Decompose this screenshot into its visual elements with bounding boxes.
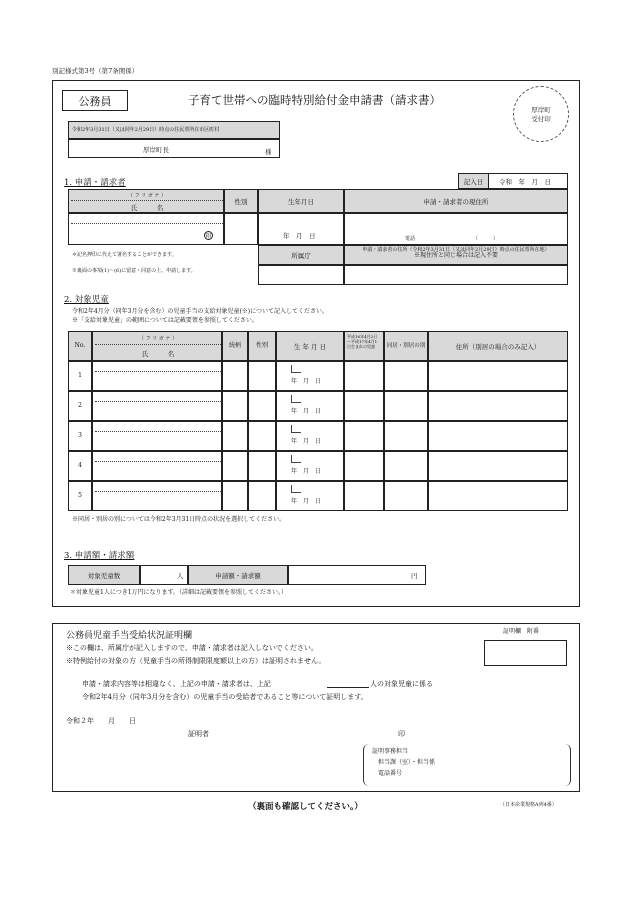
- residence-note-box: [68, 121, 280, 139]
- child-row-number: 2: [68, 391, 92, 421]
- child-cell[interactable]: [384, 361, 428, 391]
- era-bracket: [291, 365, 301, 373]
- applicant-furigana-label: （ フ リ ガ ナ ）: [128, 193, 166, 199]
- residence-header: [344, 245, 568, 265]
- child-cell[interactable]: [222, 421, 248, 451]
- child-cell[interactable]: [222, 391, 248, 421]
- form-title: 子育て世帯への臨時特別給付金申請書（請求書）: [188, 93, 441, 107]
- gender-label: 性別: [224, 189, 258, 213]
- era-bracket: [291, 485, 301, 493]
- same-address-note: ※現住所と同じ場合は記入不要: [413, 252, 498, 259]
- child-cell[interactable]: [276, 421, 344, 451]
- office-label: 証明事務担当: [372, 748, 409, 755]
- stamp-town: 厚岸町: [531, 106, 551, 114]
- seal-note: ＊記名押印に代えて署名することができます。: [72, 252, 177, 258]
- entry-date-label: 記入日: [458, 173, 489, 189]
- cohabitation-footnote: ※同居・別居の別については令和2年3月31日時点の状況を選択してください。: [72, 516, 286, 523]
- applicant-name-label: 氏 名: [130, 204, 164, 212]
- child-cell[interactable]: [428, 361, 568, 391]
- contact-bracket: [363, 744, 571, 786]
- child-cell[interactable]: [248, 421, 276, 451]
- certificate-date: 令和２年 月 日: [66, 717, 136, 725]
- child-cell[interactable]: [428, 391, 568, 421]
- applicant-name-header: [68, 189, 224, 213]
- child-cell[interactable]: [428, 421, 568, 451]
- child-row-number: 5: [68, 481, 92, 511]
- certificate-number-label: 証明欄 附番: [503, 628, 540, 635]
- affiliation-field[interactable]: [258, 265, 344, 285]
- child-cell[interactable]: [276, 391, 344, 421]
- receipt-stamp-area: [513, 86, 569, 142]
- col-furigana: （ フ リ ガ ナ ）: [139, 336, 177, 342]
- col-special-birth: 平成16年4月2日～平成17年4月1日生まれの児童: [344, 331, 384, 361]
- child-row-number: 3: [68, 421, 92, 451]
- child-cell[interactable]: [248, 481, 276, 511]
- child-birthdate-fill: 年 月 日: [291, 498, 322, 505]
- applicant-birthdate-field[interactable]: 年 月 日: [258, 213, 344, 245]
- section3-title: 3. 申請額・請求額: [64, 551, 135, 561]
- certificate-body2: 令和2年4月分（同年3月分を含む）の児童手当の受給者であること等について証明します。: [82, 693, 368, 701]
- child-row-number: 4: [68, 451, 92, 481]
- certifier-seal: 印: [398, 730, 405, 738]
- office-section: 担当課（室）・担当係: [378, 759, 436, 766]
- applicant-address-field[interactable]: [344, 213, 568, 245]
- child-row-number: 1: [68, 361, 92, 391]
- child-birthdate-fill: 年 月 日: [291, 378, 322, 385]
- phone-parens: （ ）: [473, 236, 499, 242]
- section2-intro: 令和2年4月分（同年3月分を含む）の児童手当の支給対象児童(※)について記入してください。: [72, 308, 329, 315]
- child-cell[interactable]: [222, 481, 248, 511]
- child-cell[interactable]: [92, 391, 222, 421]
- child-birthdate-fill: 年 月 日: [291, 468, 322, 475]
- child-cell[interactable]: [428, 451, 568, 481]
- address-label: 申請・請求者の現住所: [344, 189, 568, 213]
- consent-note: ※裏面の事項(1)～(6)に留意・同意の上、申請します。: [72, 268, 196, 274]
- col-birthdate: 生 年 月 日: [276, 331, 344, 361]
- col-name: [92, 331, 222, 361]
- seal-icon: 印: [205, 233, 212, 240]
- certificate-note1: ※この欄は、所属庁が記入しますので、申請・請求者は記入しないでください。: [66, 644, 318, 652]
- child-birthdate-fill: 年 月 日: [291, 438, 322, 445]
- mayor-box: [68, 139, 280, 158]
- section2-title: 2. 対象児童: [64, 295, 109, 305]
- child-cell[interactable]: [92, 421, 222, 451]
- child-cell[interactable]: [344, 421, 384, 451]
- certificate-number-field[interactable]: [484, 640, 567, 666]
- child-cell[interactable]: [276, 361, 344, 391]
- badge-public-servant: 公務員: [62, 90, 128, 111]
- certifier-label: 証明者: [188, 730, 209, 738]
- child-cell[interactable]: [248, 361, 276, 391]
- back-side-note: （裏面も確認してください。）: [248, 802, 363, 812]
- child-cell[interactable]: [248, 451, 276, 481]
- residence-header-note: 申請・請求者の住所（令和2年3月31日（又は同年2月29日）時点の住民票所在地）: [362, 247, 550, 253]
- child-cell[interactable]: [276, 451, 344, 481]
- child-cell[interactable]: [92, 361, 222, 391]
- applicant-gender-field[interactable]: [224, 213, 258, 245]
- entry-date-field[interactable]: 令和 年 月 日: [488, 173, 568, 189]
- certificate-child-count-blank[interactable]: [327, 687, 369, 688]
- affiliation-label: 所属庁: [258, 245, 344, 265]
- child-cell[interactable]: [344, 481, 384, 511]
- era-bracket: [291, 455, 301, 463]
- child-cell[interactable]: [344, 361, 384, 391]
- certificate-body1a: 申請・請求内容等は相違なく、上記の申請・請求者は、上記: [82, 680, 271, 688]
- residence-field[interactable]: [344, 265, 568, 285]
- col-no: No.: [68, 331, 92, 361]
- child-cell[interactable]: [92, 481, 222, 511]
- honorific: 様: [265, 148, 272, 156]
- col-cohabitation: 同居・別居の別: [384, 331, 428, 361]
- child-cell[interactable]: [384, 481, 428, 511]
- phone-label: 電話: [405, 236, 416, 242]
- amount-label: 申請額・請求額: [188, 565, 288, 585]
- child-count-label: 対象児童数: [68, 565, 140, 585]
- child-cell[interactable]: [222, 361, 248, 391]
- residence-note: 令和2年3月31日（又は同年2月29日）時点の住民票所在市区町村: [72, 127, 220, 133]
- paper-spec: （日本産業規格A列4番）: [500, 802, 557, 808]
- amount-note: ＊対象児童1人につき1万円になります。（詳細は記載要領を参照してください。）: [70, 589, 288, 596]
- form-code: 別記様式第3号（第7条関係）: [52, 67, 139, 75]
- office-phone: 電話番号: [378, 770, 403, 777]
- amount-field[interactable]: 円: [288, 565, 426, 585]
- applicant-name-field[interactable]: [68, 213, 224, 245]
- child-cell[interactable]: [344, 451, 384, 481]
- birthdate-label: 生年月日: [258, 189, 344, 213]
- era-bracket: [291, 395, 301, 403]
- section1-title: 1. 申請・請求者: [64, 178, 126, 188]
- certificate-title: 公務員児童手当受給状況証明欄: [66, 631, 193, 641]
- section2-note: ※「支給対象児童」の範囲については記載要領を参照してください。: [72, 317, 258, 324]
- certificate-note2: ※特例給付の対象の方（児童手当の所得制限限度額以上の方）は証明されません。: [66, 657, 326, 665]
- col-address: 住所（別居の場合のみ記入）: [428, 331, 568, 361]
- child-cell[interactable]: [248, 391, 276, 421]
- child-cell[interactable]: [222, 451, 248, 481]
- era-bracket: [291, 425, 301, 433]
- col-name-label: 氏 名: [141, 350, 175, 358]
- child-cell[interactable]: [384, 421, 428, 451]
- child-cell[interactable]: [276, 481, 344, 511]
- col-relation: 続柄: [222, 331, 248, 361]
- certificate-body1b: 人の対象児童に係る: [370, 680, 433, 688]
- child-cell[interactable]: [384, 391, 428, 421]
- stamp-label: 受付印: [531, 115, 551, 123]
- child-cell[interactable]: [428, 481, 568, 511]
- child-cell[interactable]: [384, 451, 428, 481]
- child-count-field[interactable]: 人: [140, 565, 188, 585]
- mayor-name: 厚岸町長: [143, 146, 169, 154]
- child-birthdate-fill: 年 月 日: [291, 408, 322, 415]
- col-gender: 性別: [248, 331, 276, 361]
- child-cell[interactable]: [344, 391, 384, 421]
- child-cell[interactable]: [92, 451, 222, 481]
